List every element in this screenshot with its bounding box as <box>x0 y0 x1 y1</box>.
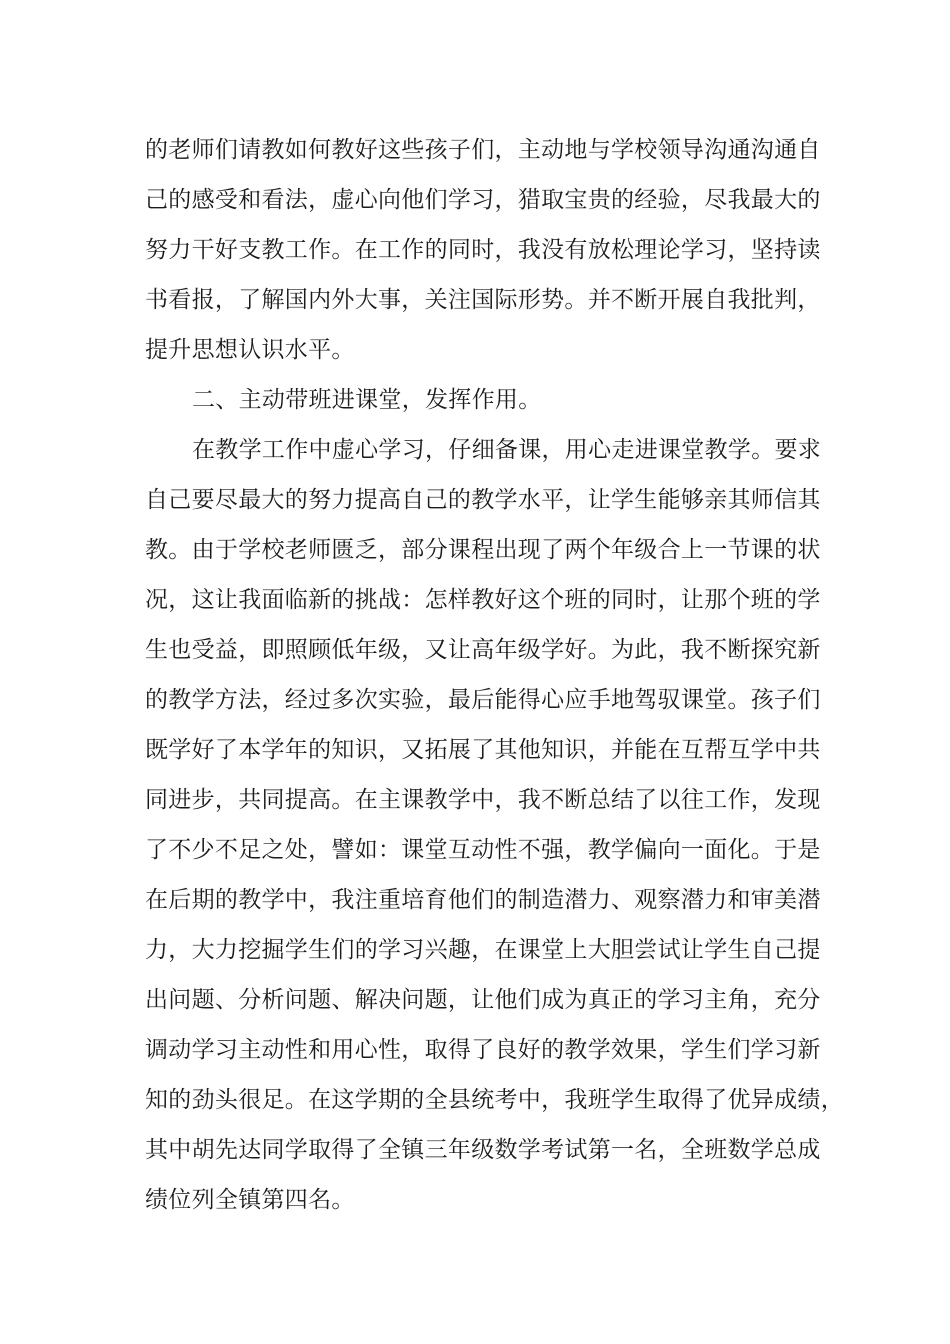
paragraph-2-line-11: 力，大力挖掘学生们的学习兴趣，在课堂上大胆尝试让学生自己提 <box>145 937 821 963</box>
paragraph-2-line-7: 既学好了本学年的知识，又拓展了其他知识，并能在互帮互学中共 <box>145 737 821 763</box>
paragraph-2-line-6: 的教学方法，经过多次实验，最后能得心应手地驾驭课堂。孩子们 <box>145 687 821 713</box>
section-heading: 二、主动带班进课堂，发挥作用。 <box>192 387 542 413</box>
paragraph-1-line-3: 努力干好支教工作。在工作的同时，我没有放松理论学习，坚持读 <box>145 237 821 263</box>
paragraph-2-line-5: 生也受益，即照顾低年级，又让高年级学好。为此，我不断探究新 <box>145 637 821 663</box>
paragraph-2-line-9: 了不少不足之处，譬如：课堂互动性不强，教学偏向一面化。于是 <box>145 837 821 863</box>
paragraph-2-line-4: 况，这让我面临新的挑战：怎样教好这个班的同时，让那个班的学 <box>145 587 821 613</box>
paragraph-1-line-5: 提升思想认识水平。 <box>145 337 355 363</box>
paragraph-2-line-2: 自己要尽最大的努力提高自己的教学水平，让学生能够亲其师信其 <box>145 487 821 513</box>
paragraph-2-line-12: 出问题、分析问题、解决问题，让他们成为真正的学习主角，充分 <box>145 987 821 1013</box>
paragraph-1-line-4: 书看报，了解国内外大事，关注国际形势。并不断开展自我批判， <box>145 287 821 313</box>
paragraph-2-line-16: 绩位列全镇第四名。 <box>145 1187 355 1213</box>
paragraph-1-line-1: 的老师们请教如何教好这些孩子们，主动地与学校领导沟通沟通自 <box>145 137 821 163</box>
paragraph-1-line-2: 己的感受和看法，虚心向他们学习，猎取宝贵的经验，尽我最大的 <box>145 187 821 213</box>
paragraph-2-line-14: 知的劲头很足。在这学期的全县统考中，我班学生取得了优异成绩， <box>145 1087 844 1113</box>
paragraph-2-line-8: 同进步，共同提高。在主课教学中，我不断总结了以往工作，发现 <box>145 787 821 813</box>
paragraph-2-line-1: 在教学工作中虚心学习，仔细备课，用心走进课堂教学。要求 <box>192 437 822 463</box>
paragraph-2-line-15: 其中胡先达同学取得了全镇三年级数学考试第一名，全班数学总成 <box>145 1137 821 1163</box>
paragraph-2-line-13: 调动学习主动性和用心性，取得了良好的教学效果，学生们学习新 <box>145 1037 821 1063</box>
paragraph-2-line-10: 在后期的教学中，我注重培育他们的制造潜力、观察潜力和审美潜 <box>145 887 821 913</box>
paragraph-2-line-3: 教。由于学校老师匮乏，部分课程出现了两个年级合上一节课的状 <box>145 537 821 563</box>
